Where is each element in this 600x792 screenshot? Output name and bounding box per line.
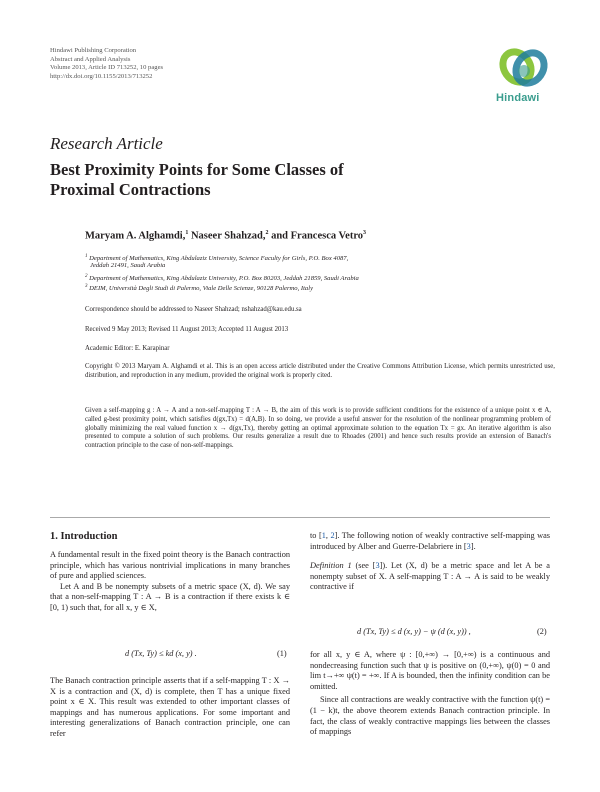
equation-1-number: (1) bbox=[277, 649, 287, 658]
abstract: Given a self-mapping g : A → A and a non-self-mapping T : A → B, the aim of this work is to provide sufficient conditions for the existence of a unique point x ∈ A, called g-best proximity point, which satisfies d(gx,Tx) = d(A,B). In so doing, we provide a useful answer for the resolution of the nonlinear programming problem of globally minimizing the real valued function x → d(gx,Tx), thereby getting an optimal approximate solution to the equation Tx = gx. An iterative algorithm is also presented to compute a solution of such problems. Our results generalize a result due to Rhoades (2001) and hence such results provide an extension of Banach's contraction principle to the case of non-self-mappings. bbox=[85, 407, 551, 450]
citation-1[interactable]: 1 bbox=[321, 531, 326, 540]
left-column bbox=[50, 550, 290, 614]
author-3[interactable]: and Francesca Vetro bbox=[268, 230, 364, 242]
author-1[interactable]: Maryam A. Alghamdi, bbox=[85, 230, 186, 242]
correspondence: Correspondence should be addressed to Naseer Shahzad; nshahzad@kau.edu.sa bbox=[85, 306, 302, 313]
intro-paragraph-1: A fundamental result in the fixed point theory is the Banach contraction principle, which has various nontrivial implications in many branches of pure and applied sciences. bbox=[50, 550, 290, 581]
title-line-1: Best Proximity Points for Some Classes of bbox=[50, 160, 344, 179]
journal-header bbox=[50, 47, 163, 81]
right-paragraph-1: to [1, 2]. The following notion of weakly contractive self-mapping was introduced by Alber and Guerre-Delabriere in [3]. bbox=[310, 531, 550, 551]
citation-2[interactable]: 2 bbox=[330, 531, 335, 540]
paper-title bbox=[50, 160, 470, 200]
right-paragraph-3: Since all contractions are weakly contractive with the function ψ(t) = (1 − k)t, the above theorem extends Banach contraction principle. In fact, the class of weakly contractive mappings lies between the classes of mappings bbox=[310, 695, 550, 737]
author-3-sup: 3 bbox=[363, 230, 367, 236]
author-2[interactable]: Naseer Shahzad, bbox=[188, 230, 266, 242]
hindawi-logo-text: Hindawi bbox=[496, 92, 540, 104]
volume-info: Volume 2013, Article ID 713252, 10 pages bbox=[50, 64, 164, 72]
affiliation-1: $^1$ Department of Mathematics, King Abdulaziz University, Science Faculty for Girls, P.O. Box 4087, bbox=[85, 254, 349, 263]
doi-link[interactable]: http://dx.doi.org/10.1155/2013/713252 bbox=[50, 72, 153, 80]
section-title: 1. Introduction bbox=[50, 531, 118, 542]
definition-citation[interactable]: 3 bbox=[375, 561, 380, 571]
section-divider bbox=[50, 517, 550, 518]
right-column-top bbox=[310, 531, 550, 593]
affiliation-1-cont: Jeddah 21491, Saudi Arabia bbox=[90, 262, 166, 269]
intro-paragraph-2: Let A and B be nonempty subsets of a metric space (X, d). We say that a non-self-mapping T : A → B is a contraction if there exists k ∈ [0, 1) such that, for all x, y ∈ X, bbox=[50, 581, 290, 612]
definition-label: Definition 1 bbox=[310, 561, 352, 571]
equation-1: d (Tx, Ty) ≤ kd (x, y) . bbox=[125, 649, 197, 658]
affiliation-3: $^3$ DEIM, Università Degli Studi di Palermo, Viale Delle Scienze, 90128 Palermo, Italy bbox=[85, 284, 313, 293]
citation-3[interactable]: 3 bbox=[466, 541, 471, 551]
right-paragraph-2: for all x, y ∈ A, where ψ : [0,+∞) → [0,+∞) is a continuous and nondecreasing function such that ψ is positive on (0,+∞), ψ(0) = 0 and lim t→+∞ ψ(t) = +∞. If A is bounded, then the infinity condition can be omitted. bbox=[310, 650, 550, 691]
journal-name: Abstract and Applied Analysis bbox=[50, 55, 131, 63]
article-type: Research Article bbox=[50, 134, 163, 153]
intro-paragraph-3: The Banach contraction principle asserts that if a self-mapping T : X → X is a contraction and (X, d) is complete, then T has a unique fixed point x ∈ X. This result was extended to other important classes of mappings and has numerous applications. For some important and interesting generalizations of Banach contraction principle, one can refer bbox=[50, 676, 290, 738]
affiliation-2: $^2$ Department of Mathematics, King Abdulaziz University, P.O. Box 80203, Jeddah 21859, Saudi Arabia bbox=[85, 274, 359, 283]
authors bbox=[85, 230, 366, 242]
copyright: Copyright © 2013 Maryam A. Alghamdi et al. This is an open access article distributed under the Creative Commons Attribution License, which permits unrestricted use, distribution, and reproduction in any medium, provided the original work is properly cited. bbox=[85, 363, 555, 379]
definition-1: Definition 1 (see [3]). Let (X, d) be a metric space and let A be a nonempty subset of X. A self-mapping T : A → A is said to be weakly contractive if bbox=[310, 561, 550, 592]
equation-2: d (Tx, Ty) ≤ d (x, y) − ψ (d (x, y)) , bbox=[357, 627, 471, 636]
publisher: Hindawi Publishing Corporation bbox=[50, 47, 137, 54]
author-1-sup: 1 bbox=[185, 230, 189, 236]
equation-2-number: (2) bbox=[537, 627, 547, 636]
academic-editor: Academic Editor: E. Karapinar bbox=[85, 345, 170, 352]
title-line-2: Proximal Contractions bbox=[50, 180, 211, 199]
dates: Received 9 May 2013; Revised 11 August 2013; Accepted 11 August 2013 bbox=[85, 326, 289, 333]
right-column-bottom bbox=[310, 650, 550, 738]
author-2-sup: 2 bbox=[265, 230, 269, 236]
